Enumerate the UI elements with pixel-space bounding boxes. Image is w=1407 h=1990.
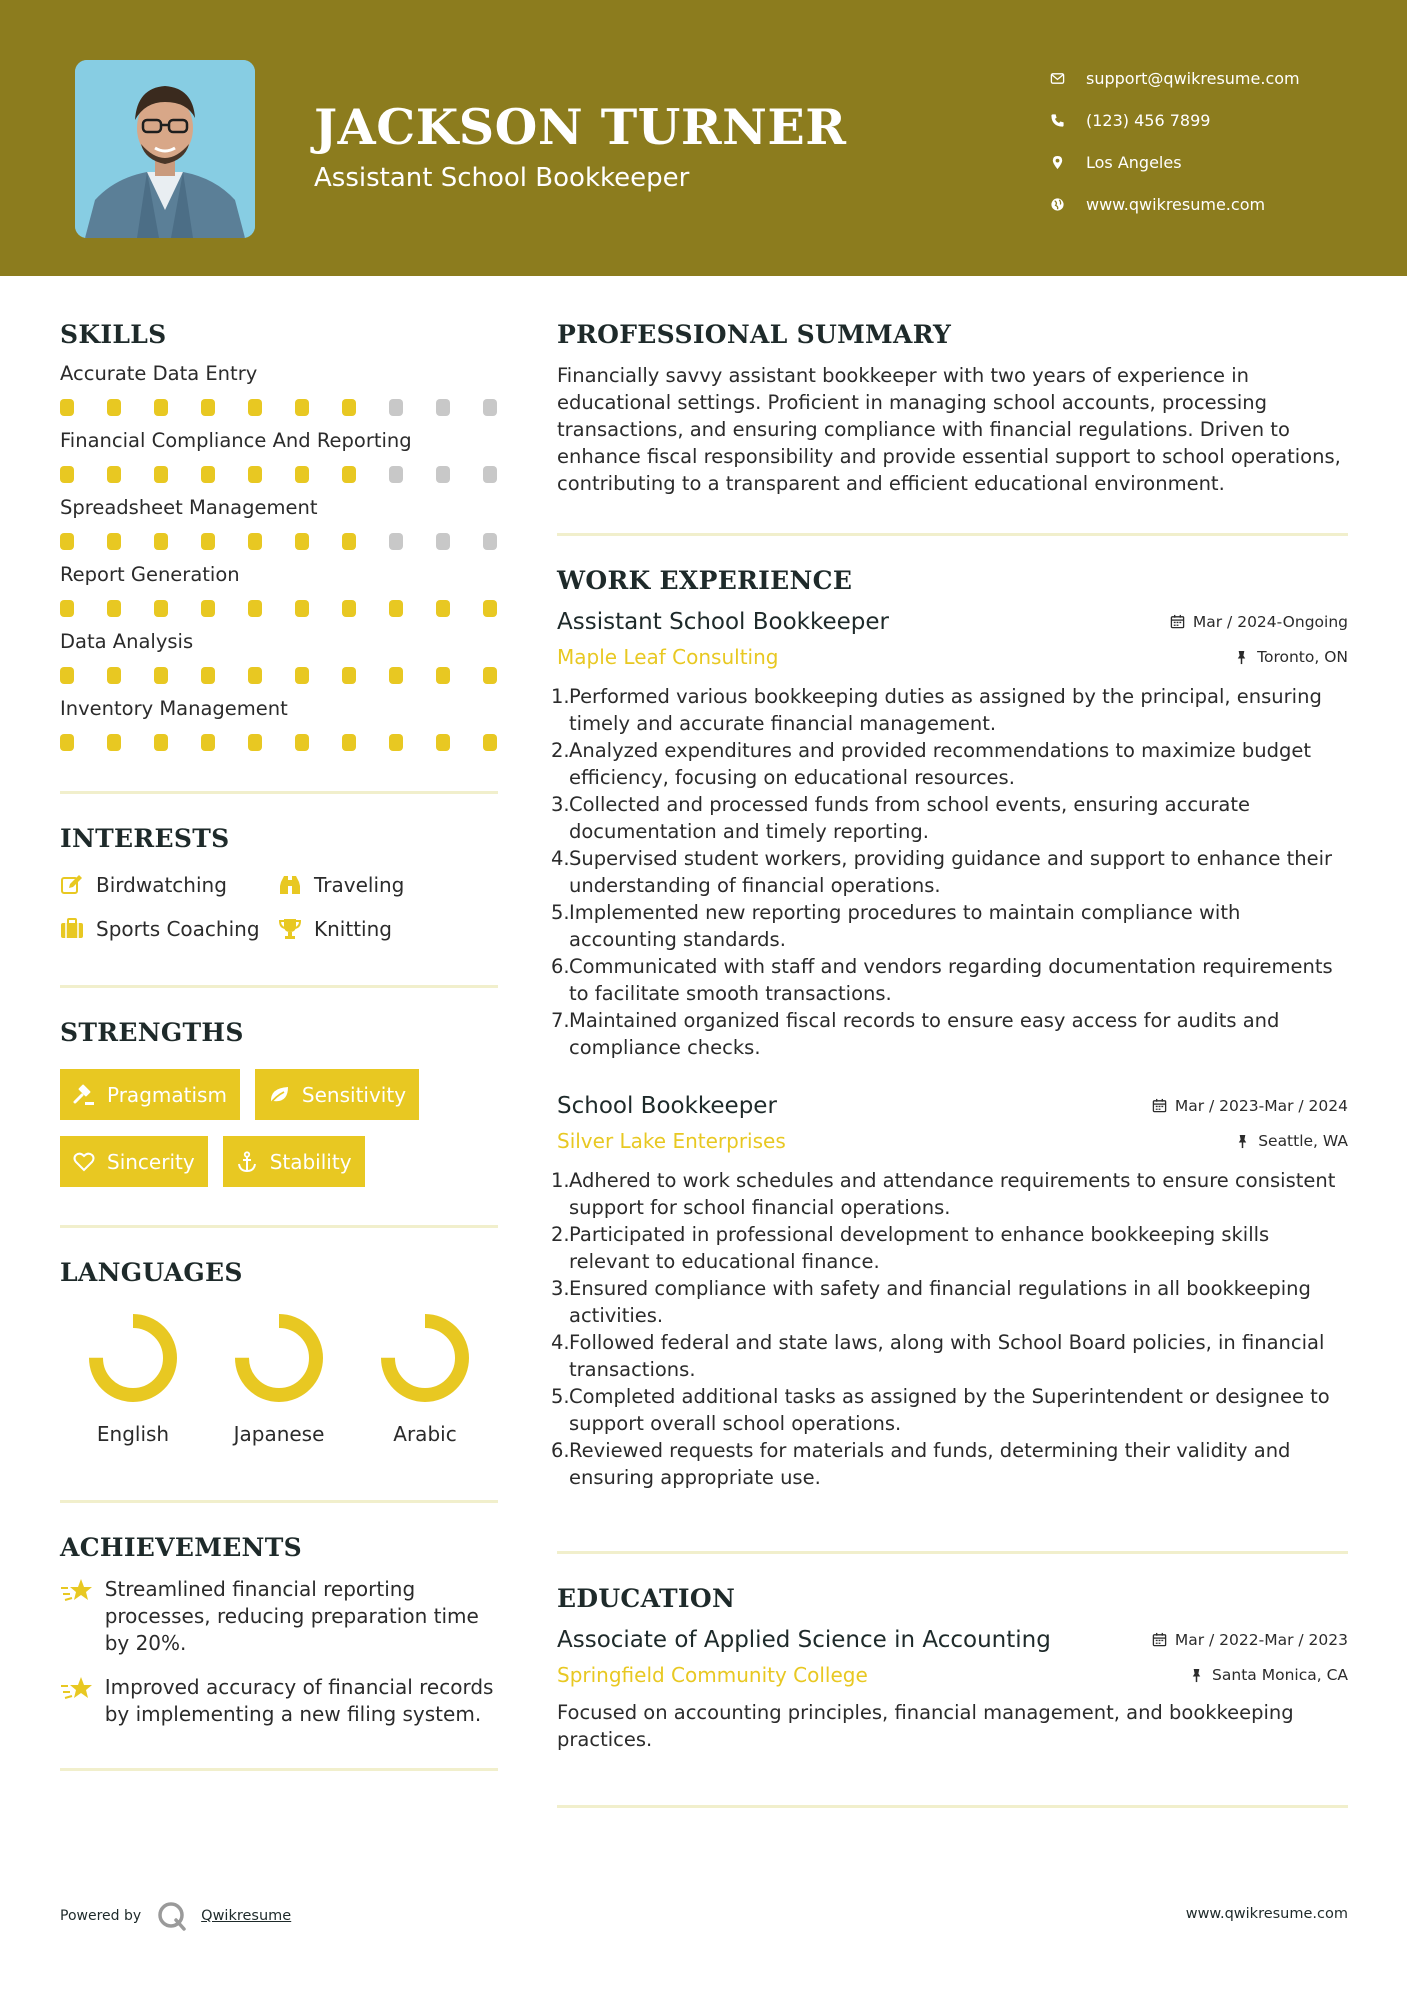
duty-number: 3. [551, 793, 570, 816]
duty-text: Implemented new reporting procedures to maintain compliance with accounting standards. [569, 901, 1241, 951]
language-item [60, 1313, 206, 1446]
rating-dot-filled [154, 734, 168, 751]
duty-text: Communicated with staff and vendors regarding documentation requirements to facilitate smooth transactions. [569, 955, 1333, 1005]
rating-dot-empty [389, 399, 403, 416]
interests-list [60, 873, 498, 941]
rating-dot-filled [483, 667, 497, 684]
rating-dot-empty [389, 533, 403, 550]
language-item [352, 1313, 498, 1446]
interest-item [60, 873, 278, 897]
rating-dot-filled [201, 600, 215, 617]
duty-item [551, 899, 1348, 953]
education-location-text: Santa Monica, CA [1212, 1666, 1348, 1684]
strengths-heading: STRENGTHS [60, 1018, 244, 1047]
rating-dot-empty [483, 533, 497, 550]
rating-dot-filled [436, 600, 450, 617]
candidate-title: Assistant School Bookkeeper [314, 163, 690, 193]
binoculars-icon [278, 874, 314, 896]
duty-text: Adhered to work schedules and attendance requirements to ensure consistent support for school financial operations. [569, 1169, 1336, 1219]
rating-dot-filled [60, 667, 74, 684]
rating-dot-filled [248, 600, 262, 617]
skills-list [60, 362, 498, 751]
contact-list [1050, 57, 1380, 225]
gavel-icon [73, 1084, 95, 1106]
duty-number: 1. [551, 685, 570, 708]
job-header [557, 1093, 1348, 1119]
interest-label: Traveling [314, 873, 405, 897]
skill-item [60, 496, 498, 550]
duty-number: 6. [551, 955, 570, 978]
rating-dot-filled [342, 734, 356, 751]
interests-section [60, 824, 498, 941]
rating-dot-filled [483, 600, 497, 617]
skill-name: Data Analysis [60, 630, 194, 653]
education-header [557, 1627, 1348, 1653]
strength-label: Stability [269, 1149, 352, 1174]
summary-section [557, 320, 1348, 497]
interest-item [278, 873, 498, 897]
contact-phone[interactable] [1050, 99, 1380, 141]
duty-number: 5. [551, 1385, 570, 1408]
skill-item [60, 429, 498, 483]
duty-number: 7. [551, 1009, 570, 1032]
rating-dot-empty [389, 466, 403, 483]
language-proficiency-ring [234, 1313, 324, 1403]
achievements-section [60, 1533, 498, 1728]
duty-text: Reviewed requests for materials and funds, determining their validity and ensuring appropriate use. [569, 1439, 1291, 1489]
candidate-name: JACKSON TURNER [314, 98, 847, 156]
duty-text: Supervised student workers, providing guidance and support to enhance their understanding of financial operations. [569, 847, 1333, 897]
skill-name: Inventory Management [60, 697, 288, 720]
rating-dot-filled [342, 466, 356, 483]
section-divider [557, 1805, 1348, 1808]
footer-website-link[interactable]: www.qwikresume.com [1185, 1906, 1348, 1922]
left-column [60, 320, 498, 1771]
contact-location-text: Los Angeles [1086, 152, 1182, 172]
powered-by-label: Powered by [60, 1908, 142, 1924]
education-date [1152, 1631, 1348, 1649]
duty-item [551, 1275, 1348, 1329]
section-divider [60, 985, 498, 988]
rating-dot-filled [154, 533, 168, 550]
proficiency-arc [242, 1321, 316, 1395]
rating-dot-filled [60, 466, 74, 483]
job-location-text: Toronto, ON [1257, 648, 1348, 666]
duty-text: Analyzed expenditures and provided recommendations to maximize budget efficiency, focusing on educational resources. [569, 739, 1312, 789]
strength-badge [60, 1136, 208, 1187]
calendar-icon [1170, 614, 1185, 629]
language-proficiency-ring [380, 1313, 470, 1403]
summary-heading: PROFESSIONAL SUMMARY [557, 320, 952, 349]
skill-rating [60, 466, 498, 483]
skill-item [60, 362, 498, 416]
section-divider [60, 1500, 498, 1503]
duty-item [551, 683, 1348, 737]
interest-label: Birdwatching [96, 873, 227, 897]
rating-dot-filled [154, 600, 168, 617]
duty-item [551, 1167, 1348, 1221]
rating-dot-filled [389, 734, 403, 751]
qwikresume-link[interactable]: Qwikresume [201, 1908, 292, 1924]
job-header [557, 609, 1348, 635]
skill-name: Report Generation [60, 563, 240, 586]
email-icon [1050, 71, 1086, 86]
rating-dot-filled [60, 734, 74, 751]
job-location [1235, 1132, 1348, 1150]
briefcase-icon [60, 918, 96, 940]
rating-dot-filled [154, 466, 168, 483]
rating-dot-filled [295, 600, 309, 617]
duty-item [551, 1221, 1348, 1275]
rating-dot-filled [154, 667, 168, 684]
skill-rating [60, 734, 498, 751]
duty-item [551, 1329, 1348, 1383]
rating-dot-filled [107, 466, 121, 483]
rating-dot-filled [107, 667, 121, 684]
education-date-text: Mar / 2022-Mar / 2023 [1174, 1630, 1348, 1649]
calendar-icon [1152, 1632, 1167, 1647]
strengths-section [60, 1018, 498, 1187]
skill-item [60, 697, 498, 751]
experience-heading: WORK EXPERIENCE [557, 566, 853, 595]
skills-heading: SKILLS [60, 320, 167, 349]
language-label: English [96, 1422, 170, 1446]
rating-dot-empty [436, 466, 450, 483]
achievements-heading: ACHIEVEMENTS [60, 1533, 302, 1562]
rating-dot-filled [248, 533, 262, 550]
education-heading: EDUCATION [557, 1584, 736, 1613]
languages-list [60, 1313, 498, 1446]
duty-text: Maintained organized fiscal records to ensure easy access for audits and compliance checks. [569, 1009, 1280, 1059]
job-role: School Bookkeeper [557, 1093, 777, 1119]
achievement-item [60, 1576, 498, 1657]
rating-dot-filled [342, 533, 356, 550]
globe-icon [1050, 197, 1086, 212]
duty-number: 2. [551, 1223, 570, 1246]
rating-dot-filled [201, 466, 215, 483]
section-divider [60, 1768, 498, 1771]
skill-rating [60, 667, 498, 684]
pushpin-icon [1235, 1134, 1250, 1149]
rating-dot-filled [248, 466, 262, 483]
duty-text: Collected and processed funds from school events, ensuring accurate documentation and timely reporting. [569, 793, 1251, 843]
strength-label: Sincerity [107, 1149, 195, 1174]
duty-number: 4. [551, 847, 570, 870]
languages-heading: LANGUAGES [60, 1258, 243, 1287]
rating-dot-filled [389, 600, 403, 617]
rating-dot-filled [248, 734, 262, 751]
summary-text: Financially savvy assistant bookkeeper with two years of experience in educational settings. Proficient in managing school accounts, processing transactions, and ensuring compliance with financial regulations. Driven to enhance fiscal responsibility and provide essential support to school operations, contributing to a transparent and efficient educational environment. [557, 364, 1341, 495]
rating-dot-filled [295, 399, 309, 416]
skill-rating [60, 533, 498, 550]
language-proficiency-ring [88, 1313, 178, 1403]
resume-header [0, 0, 1407, 276]
proficiency-arc [96, 1321, 170, 1395]
duty-text: Performed various bookkeeping duties as assigned by the principal, ensuring timely and accurate financial management. [569, 685, 1322, 735]
rating-dot-filled [248, 667, 262, 684]
pushpin-icon [1189, 1668, 1204, 1683]
job-subheader [557, 1129, 1348, 1153]
interest-item [60, 917, 278, 941]
job-company: Silver Lake Enterprises [557, 1129, 786, 1153]
anchor-icon [236, 1151, 258, 1173]
strength-label: Pragmatism [107, 1082, 227, 1107]
skill-item [60, 630, 498, 684]
skill-rating [60, 399, 498, 416]
profile-photo [75, 60, 255, 238]
job-role: Assistant School Bookkeeper [557, 609, 890, 635]
rating-dot-filled [201, 399, 215, 416]
duty-number: 4. [551, 1331, 570, 1354]
duty-text: Followed federal and state laws, along with School Board policies, in financial transactions. [569, 1331, 1325, 1381]
job-date [1152, 1097, 1348, 1115]
strengths-list [60, 1069, 480, 1187]
job-date-text: Mar / 2024-Ongoing [1192, 612, 1348, 631]
right-column [551, 320, 1348, 1808]
rating-dot-filled [201, 667, 215, 684]
rating-dot-filled [248, 399, 262, 416]
job-location [1234, 648, 1348, 666]
duty-item [551, 953, 1348, 1007]
job-location-text: Seattle, WA [1258, 1132, 1348, 1150]
rating-dot-empty [436, 399, 450, 416]
rating-dot-filled [107, 533, 121, 550]
job-entry [551, 1093, 1348, 1491]
rating-dot-filled [60, 533, 74, 550]
languages-section [60, 1258, 498, 1446]
language-label: Japanese [233, 1422, 325, 1446]
heart-icon [73, 1151, 95, 1173]
skill-name: Financial Compliance And Reporting [60, 429, 412, 452]
duty-item [551, 737, 1348, 791]
duty-item [551, 845, 1348, 899]
location-pin-icon [1050, 155, 1086, 170]
rating-dot-filled [483, 734, 497, 751]
contact-email[interactable] [1050, 57, 1380, 99]
section-divider [60, 1225, 498, 1228]
star-burst-icon [60, 1674, 105, 1728]
duty-item [551, 1437, 1348, 1491]
education-entry [557, 1627, 1348, 1753]
rating-dot-empty [436, 533, 450, 550]
section-divider [60, 791, 498, 794]
rating-dot-filled [107, 399, 121, 416]
strength-label: Sensitivity [301, 1082, 407, 1107]
skill-rating [60, 600, 498, 617]
strength-badge [223, 1136, 365, 1187]
strength-badge [60, 1069, 240, 1120]
duty-number: 5. [551, 901, 570, 924]
skill-name: Spreadsheet Management [60, 496, 318, 519]
skill-name: Accurate Data Entry [60, 362, 258, 385]
rating-dot-filled [436, 734, 450, 751]
contact-email-text: support@qwikresume.com [1086, 68, 1300, 88]
contact-website-text: www.qwikresume.com [1086, 194, 1266, 214]
education-location [1189, 1666, 1348, 1684]
education-school: Springfield Community College [557, 1663, 868, 1687]
rating-dot-filled [295, 466, 309, 483]
rating-dot-filled [342, 667, 356, 684]
rating-dot-filled [389, 667, 403, 684]
leaf-icon [268, 1084, 290, 1106]
interest-label: Sports Coaching [96, 917, 260, 941]
duty-number: 6. [551, 1439, 570, 1462]
education-description: Focused on accounting principles, financial management, and bookkeeping practices. [557, 1701, 1294, 1751]
experience-section [551, 566, 1348, 1491]
duty-number: 3. [551, 1277, 570, 1300]
rating-dot-empty [483, 399, 497, 416]
rating-dot-filled [201, 734, 215, 751]
language-label: Arabic [393, 1422, 457, 1446]
duty-text: Ensured compliance with safety and financial regulations in all bookkeeping activities. [569, 1277, 1311, 1327]
rating-dot-filled [342, 399, 356, 416]
duty-item [551, 1007, 1348, 1061]
contact-website[interactable] [1050, 183, 1380, 225]
duty-item [551, 1383, 1348, 1437]
job-duties [551, 1167, 1348, 1491]
rating-dot-filled [436, 667, 450, 684]
section-divider [557, 1551, 1348, 1554]
pencil-edit-icon [60, 874, 96, 896]
job-date-text: Mar / 2023-Mar / 2024 [1174, 1096, 1348, 1115]
job-subheader [557, 645, 1348, 669]
rating-dot-filled [295, 734, 309, 751]
star-burst-icon [60, 1576, 105, 1657]
contact-location [1050, 141, 1380, 183]
duty-text: Participated in professional development to enhance bookkeeping skills relevant to educational finance. [569, 1223, 1270, 1273]
rating-dot-filled [60, 600, 74, 617]
skills-section [60, 320, 498, 751]
duty-number: 1. [551, 1169, 570, 1192]
achievement-text: Streamlined financial reporting processes, reducing preparation time by 20%. [104, 1577, 479, 1655]
rating-dot-filled [107, 600, 121, 617]
section-divider [557, 533, 1348, 536]
interest-label: Knitting [314, 917, 392, 941]
rating-dot-filled [107, 734, 121, 751]
rating-dot-filled [342, 600, 356, 617]
proficiency-arc [388, 1321, 462, 1395]
contact-phone-text: (123) 456 7899 [1086, 110, 1211, 130]
duty-text: Completed additional tasks as assigned by the Superintendent or designee to support overall school operations. [569, 1385, 1330, 1435]
rating-dot-filled [295, 667, 309, 684]
rating-dot-filled [60, 399, 74, 416]
footer-powered-by [60, 1900, 291, 1932]
qwikresume-logo-icon [156, 1900, 188, 1932]
rating-dot-filled [295, 533, 309, 550]
education-section [557, 1584, 1348, 1753]
phone-icon [1050, 113, 1086, 128]
job-date [1170, 613, 1348, 631]
education-subheader [557, 1663, 1348, 1687]
education-degree: Associate of Applied Science in Accounting [557, 1627, 1051, 1653]
achievement-item [60, 1674, 498, 1728]
duty-number: 2. [551, 739, 570, 762]
strength-badge [255, 1069, 419, 1120]
rating-dot-filled [154, 399, 168, 416]
pushpin-icon [1234, 650, 1249, 665]
trophy-icon [278, 918, 314, 940]
skill-item [60, 563, 498, 617]
calendar-icon [1152, 1098, 1167, 1113]
duty-item [551, 791, 1348, 845]
interest-item [278, 917, 498, 941]
achievement-text: Improved accuracy of financial records by implementing a new filing system. [104, 1675, 494, 1726]
interests-heading: INTERESTS [60, 824, 230, 853]
job-duties [551, 683, 1348, 1061]
job-entry [551, 609, 1348, 1061]
language-item [206, 1313, 352, 1446]
job-company: Maple Leaf Consulting [557, 645, 779, 669]
rating-dot-empty [483, 466, 497, 483]
rating-dot-filled [201, 533, 215, 550]
